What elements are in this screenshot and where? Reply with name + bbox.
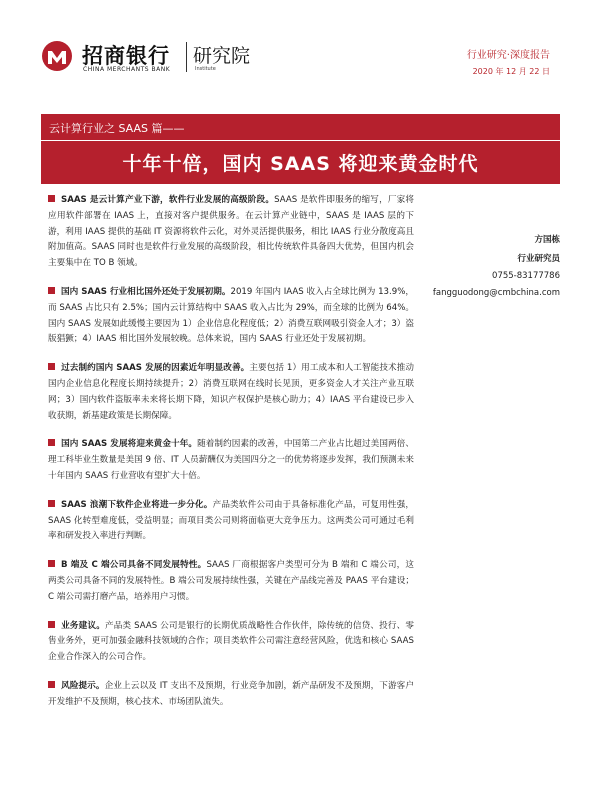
summary-paragraph bbox=[48, 498, 414, 545]
summary-paragraph bbox=[48, 193, 414, 272]
paragraph-lead: 过去制约国内 SAAS 发展的因素近年明显改善。 bbox=[61, 363, 250, 374]
author-info bbox=[430, 233, 560, 305]
bullet-square-icon bbox=[48, 500, 55, 507]
paragraph-body: SAAS 厂商根据客户类型可分为 B 端和 C 端公司，这两类公司具备不同的发展特性。B 端公司发展持续性强，关键在产品线完善及 PAAS 平台建设；C 端公司需打磨产品，培养用户习惯。 bbox=[48, 560, 414, 602]
bullet-square-icon bbox=[48, 681, 55, 688]
summary-paragraph bbox=[48, 679, 414, 711]
report-type: 行业研究·深度报告 bbox=[466, 50, 550, 61]
summary-paragraph bbox=[48, 558, 414, 605]
department-name: 研究院 bbox=[193, 45, 251, 67]
bullet-square-icon bbox=[48, 621, 55, 628]
bullet-square-icon bbox=[48, 439, 55, 446]
logo-english-text: CHINA MERCHANTS BANK bbox=[83, 66, 171, 73]
summary-paragraph bbox=[48, 619, 414, 666]
cmb-logo-icon bbox=[41, 40, 73, 72]
paragraph-body: 2019 年国内 IAAS 收入占全球比例为 13.9%，而 SAAS 占比只有 2.5%；国内云计算结构中 SAAS 收入占比为 29%，而全球的比例为 64%。国内 SAAS 发展如此缓慢主要因为 1）企业信息化程度低；2）消费互联网吸引资金人才；3）盗版猖獗；4）IAAS 相比国外发展较晚。总体来说，国内 SAAS 行业还处于发展初期。 bbox=[48, 286, 414, 345]
page-header bbox=[0, 0, 600, 100]
paragraph-body: 企业上云以及 IT 支出不及预期，行业竞争加剧，新产品研发不及预期，下游客户开发维护不及预期，核心技术、市场团队流失。 bbox=[48, 680, 414, 707]
paragraph-body: 产品类软件公司由于具备标准化产品，可复用性强，SAAS 化转型难度低，受益明显；而项目类公司则将面临更大竞争压力。这两类公司可通过毛利率和研发投入率进行判断。 bbox=[48, 499, 414, 542]
paragraph-body: 随着制约因素的改善，中国第二产业占比超过美国两倍、理工科毕业生数量是美国 9 倍、IT 人员薪酬仅为美国四分之一的优势将逐步发挥，我们预测未来十年国内 SAAS 行业营收有望扩大十倍。 bbox=[48, 439, 414, 481]
paragraph-lead: SAAS 浪潮下软件企业将进一步分化。 bbox=[61, 499, 213, 510]
summary-paragraph bbox=[48, 285, 414, 348]
author-email[interactable]: fangguodong@cmbchina.com bbox=[432, 288, 560, 298]
paragraph-lead: 国内 SAAS 发展将迎来黄金十年。 bbox=[61, 439, 198, 450]
report-date: 2020 年 12 月 22 日 bbox=[472, 67, 550, 76]
author-title: 行业研究员 bbox=[517, 254, 560, 264]
department-english: Institute bbox=[195, 66, 216, 72]
bullet-square-icon bbox=[48, 287, 55, 294]
paragraph-body: 产品类 SAAS 公司是银行的长期优质战略性合作伙伴，除传统的信贷、投行、零售业务外，更可加强金融科技领域的合作；项目类软件公司需注意经营风险，优选和核心 SAAS 企业合作深入的公司合作。 bbox=[48, 620, 414, 663]
paragraph-lead: SAAS 是云计算产业下游，软件行业发展的高级阶段。 bbox=[61, 195, 275, 205]
paragraph-lead: B 端及 C 端公司具备不同发展特性。 bbox=[61, 560, 207, 571]
summary-paragraph bbox=[48, 437, 414, 484]
paragraph-body: SAAS 是软件即服务的缩写，厂家将应用软件部署在 IAAS 上，直接对客户提供服务。在云计算产业链中，SAAS 是 IAAS 层的下游，利用 IAAS 提供的基础 IT 资源将软件云化，对外灵活提供服务，相比 IAAS 行业分散度高且附加值高。SAAS 同时也是软件行业发展的高级阶段，相比传统软件具备四大优势，但国内机会主要集中在 TO B 领域。 bbox=[48, 195, 414, 269]
bullet-square-icon bbox=[48, 195, 55, 202]
logo-divider bbox=[186, 42, 187, 72]
paragraph-body: 主要包括 1）用工成本和人工智能技术推动国内企业信息化程度长期持续提升；2）消费互联网在线时长见顶，更多资金人才关注产业互联网；3）国内软件盗版率未来将长期下降，知识产权保护是核心助力；4）IAAS 平台建设已步入收获期，新基建政策是长期保障。 bbox=[48, 363, 414, 421]
paragraph-lead: 业务建议。 bbox=[61, 620, 105, 631]
logo-text: 招商银行 bbox=[82, 44, 170, 68]
paragraph-lead: 国内 SAAS 行业相比国外还处于发展初期。 bbox=[61, 286, 231, 297]
title-banner bbox=[41, 114, 560, 184]
banner-divider bbox=[41, 140, 560, 141]
series-subtitle: 云计算行业之 SAAS 篇—— bbox=[49, 122, 185, 135]
summary-paragraph bbox=[48, 361, 414, 424]
author-name: 方国栋 bbox=[534, 235, 560, 245]
summary-body bbox=[48, 193, 414, 724]
bullet-square-icon bbox=[48, 560, 55, 567]
paragraph-lead: 风险提示。 bbox=[61, 680, 105, 691]
bullet-square-icon bbox=[48, 363, 55, 370]
report-title: 十年十倍，国内 SAAS 将迎来黄金时代 bbox=[122, 153, 479, 175]
author-phone: 0755-83177786 bbox=[492, 271, 560, 281]
